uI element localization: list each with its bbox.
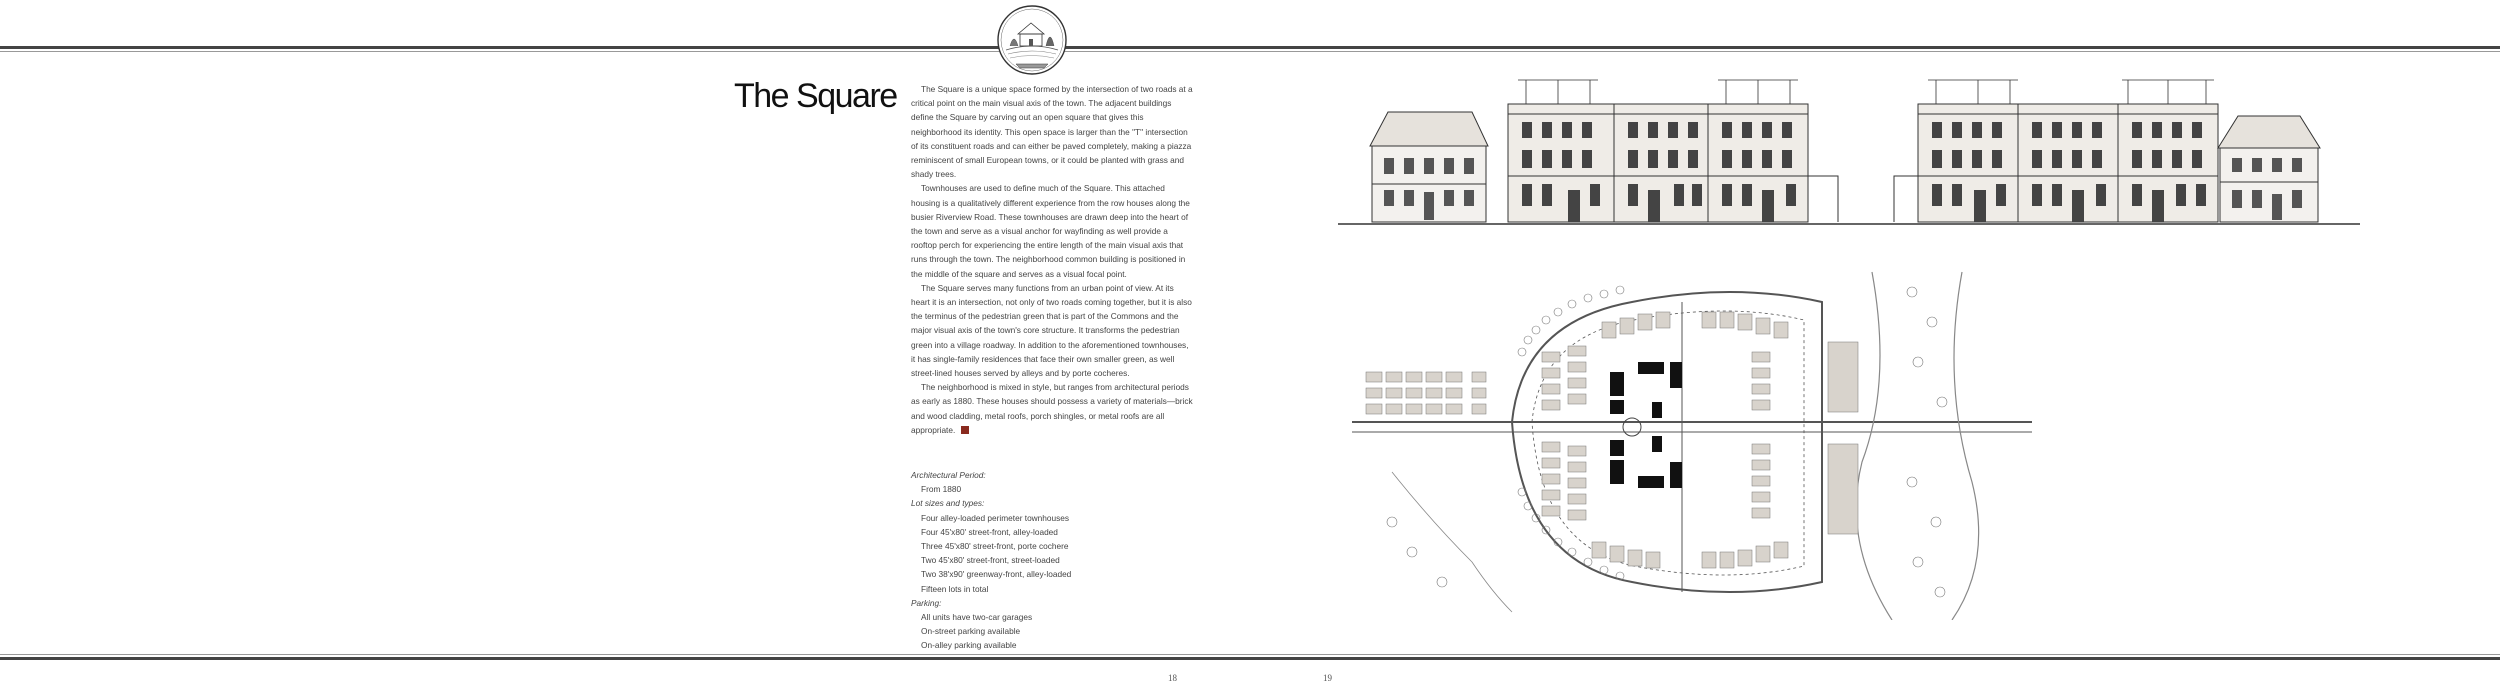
spec-item: Three 45'x80' street-front, porte cochere xyxy=(921,541,1069,552)
town-emblem-icon xyxy=(996,4,1068,76)
spec-item: Two 45'x80' street-front, street-loaded xyxy=(921,555,1060,566)
spec-item: All units have two-car garages xyxy=(921,612,1033,623)
body-text xyxy=(911,82,1194,437)
paragraph: Townhouses are used to define much of the Square. This attached housing is a qualitatively different experience from the row houses along the busier Riverview Road. These townhouses are drawn deep into the heart of the town and serve as a visual anchor for wayfinding as well provide a rooftop perch for experiencing the entire length of the main visual axis that runs through the town. The neighborhood common building is positioned in the middle of the square and serves as a visual focal point. xyxy=(911,183,1190,279)
spec-item: Four alley-loaded perimeter townhouses xyxy=(921,512,1070,523)
page-title: The Square xyxy=(734,77,897,115)
spec-heading: Parking: xyxy=(911,597,942,608)
neighborhood-site-plan-drawing xyxy=(1352,262,2032,620)
spec-item: Two 38'x90' greenway-front, alley-loaded xyxy=(921,569,1072,580)
paragraph xyxy=(911,380,1194,437)
spec-item: On-street parking available xyxy=(921,626,1021,637)
spec-item: From 1880 xyxy=(921,484,962,495)
spec-heading: Architectural Period: xyxy=(911,470,986,480)
paragraph-text: The neighborhood is mixed in style, but ranges from architectural periods as early as 1880. These houses should possess a variety of materials—brick and wood cladding, metal roofs, porch shingles, or metal roofs are all appropriate. xyxy=(911,382,1193,435)
page-number-left: 18 xyxy=(1168,673,1177,683)
paragraph: The Square is a unique space formed by the intersection of two roads at a critical point on the main visual axis of the town. The adjacent buildings define the Square by carving out an open square that gives this neighborhood its identity. This open space is larger than the "T" intersection of its constituent roads and can either be paved completely, making a piazza reminiscent of small European towns, or it could be planted with grass and shady trees. xyxy=(911,84,1193,180)
top-rule-thin xyxy=(0,51,2500,52)
spec-item: On-alley parking available xyxy=(921,640,1017,651)
top-rule xyxy=(0,46,2500,49)
specs-list xyxy=(911,468,1171,653)
end-mark-icon xyxy=(961,426,969,434)
page-number-right: 19 xyxy=(1323,673,1332,683)
bottom-rule-thin xyxy=(0,654,2500,655)
paragraph: The Square serves many functions from an urban point of view. At its heart it is an intersection, not only of two roads coming together, but it is also the terminus of the pedestrian green that is part of the Commons and the major visual axis of the town's core structure. It transforms the pedestrian green into a village roadway. In addition to the aforementioned townhouses, it has single-family residences that face their own smaller green, as well street-lined houses served by alleys and by porte cocheres. xyxy=(911,282,1192,379)
spec-item: Fifteen lots in total xyxy=(921,583,989,594)
spec-heading: Lot sizes and types: xyxy=(911,498,985,509)
townhouse-street-elevation-drawing xyxy=(1338,66,2360,236)
spec-item: Four 45'x80' street-front, alley-loaded xyxy=(921,526,1058,537)
bottom-rule xyxy=(0,657,2500,660)
